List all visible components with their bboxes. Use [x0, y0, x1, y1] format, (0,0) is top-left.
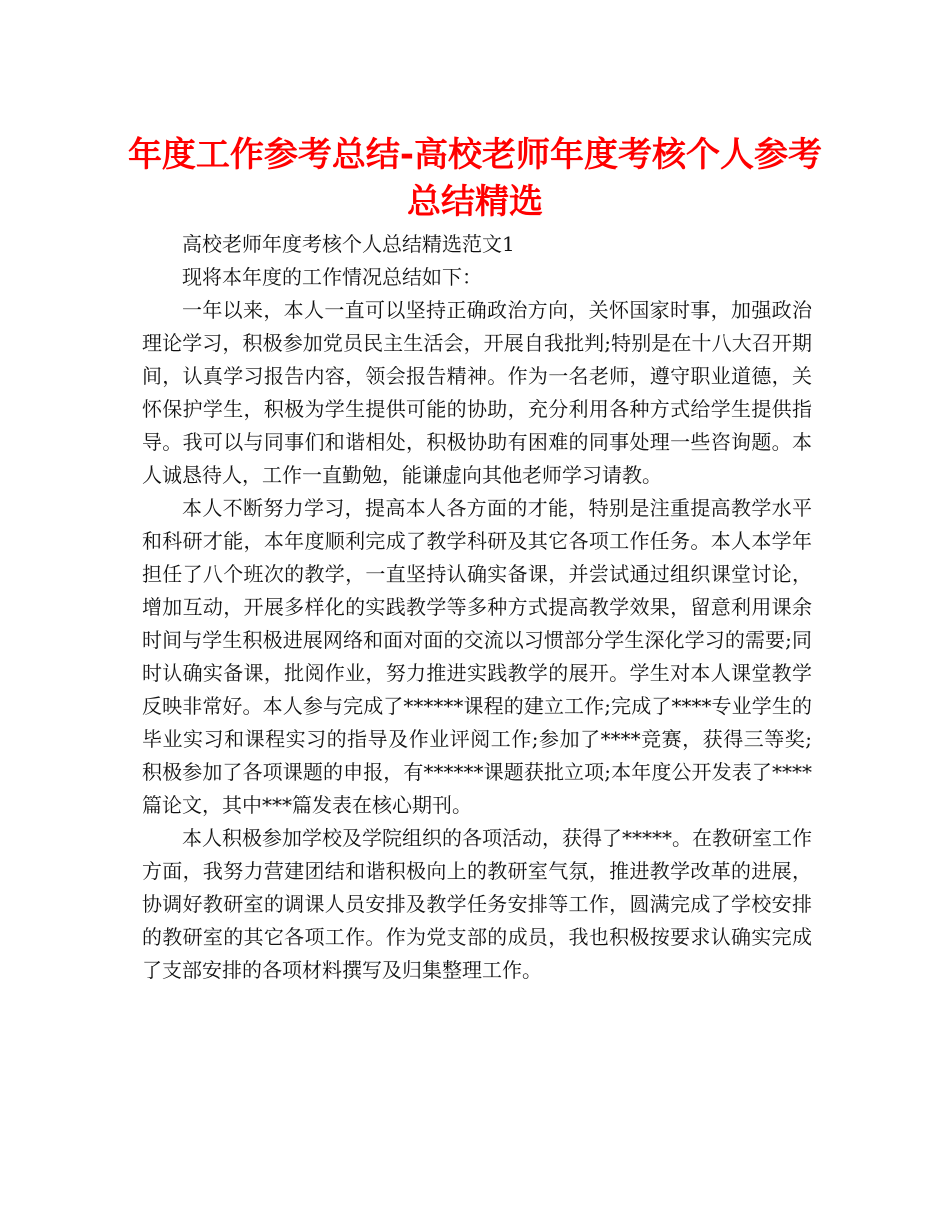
document-title: 年度工作参考总结-高校老师年度考核个人参考总结精选: [127, 135, 823, 222]
paragraph-intro: 现将本年度的工作情况总结如下：: [182, 265, 482, 289]
paragraph-heading: 高校老师年度考核个人总结精选范文1: [182, 232, 515, 256]
paragraph-politics: 一年以来，本人一直可以坚持正确政治方向，关怀国家时事，加强政治理论学习，积极参加党员民主生活会，开展自我批判;特别是在十八大召开期间，认真学习报告内容，领会报告精神。作为一名老师，遵守职业道德，关怀保护学生，积极为学生提供可能的协助，充分利用各种方式给学生提供指导。我可以与同事们和谐相处，积极协助有困难的同事处理一些咨询题。本人诚恳待人，工作一直勤勉，能谦虚向其他老师学习请教。: [142, 298, 812, 487]
paragraph-teaching: 本人不断努力学习，提高本人各方面的才能，特别是注重提高教学水平和科研才能，本年度顺利完成了教学科研及其它各项工作任务。本人本学年担任了八个班次的教学，一直坚持认确实备课，并尝试通过组织课堂讨论，增加互动，开展多样化的实践教学等多种方式提高教学效果，留意利用课余时间与学生积极进展网络和面对面的交流以习惯部分学生深化学习的需要;同时认确实备课，批阅作业，努力推进实践教学的展开。学生对本人课堂教学反映非常好。本人参与完成了******课程的建立工作;完成了****专业学生的毕业实习和课程实习的指导及作业评阅工作;参加了****竞赛，获得三等奖;积极参加了各项课题的申报，有******课题获批立项;本年度公开发表了****篇论文，其中***篇发表在核心期刊。: [142, 496, 812, 817]
document-body: [142, 228, 812, 987]
paragraph-activities: 本人积极参加学校及学院组织的各项活动，获得了*****。在教研室工作方面，我努力营建团结和谐积极向上的教研室气氛，推进教学改革的进展，协调好教研室的调课人员安排及教学任务安排等工作，圆满完成了学校安排的教研室的其它各项工作。作为党支部的成员，我也积极按要求认确实完成了支部安排的各项材料撰写及归集整理工作。: [142, 826, 812, 982]
